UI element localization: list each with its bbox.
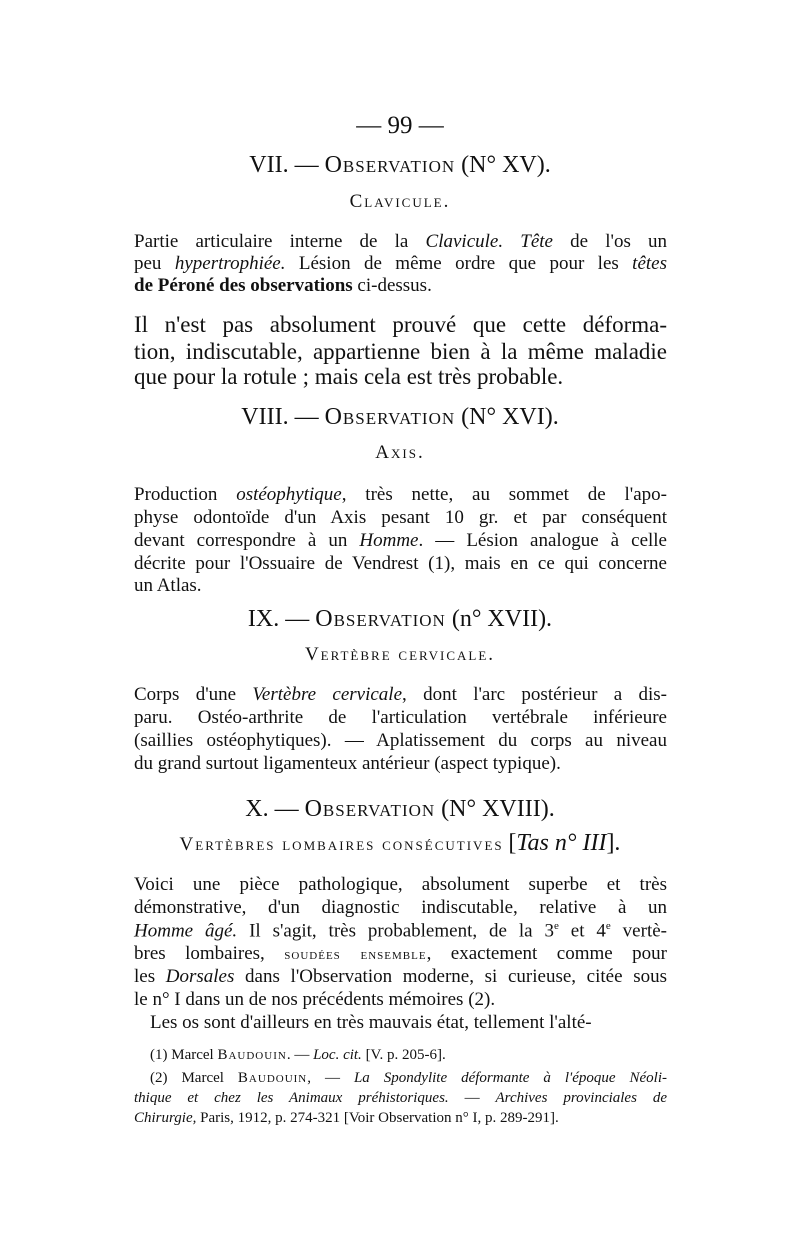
subheading-vertebres-lombaires: Vertèbres lombaires consécutives [Tas n° III]. bbox=[179, 830, 621, 856]
subheading-vertebre-cervicale: Vertèbre cervicale. bbox=[304, 644, 496, 665]
document-page: — 99 — VII. — Observation (N° XV). Clavicule. Partie articulaire interne de la Clavicule. Tête de l'os un peu hypertrophiée. Lésion de même ordre que pour les têtes de Péroné des observations ci-dessus. Il n'est pas absolument prouvé que cette déforma- tion, indiscutable, appartienne bien à la même maladie que pour la rotule ; mais cela est très probable. VIII. — Observation (N° XVI). Axis. Production ostéophytique, très nette, au sommet de l'apo- physe odontoïde d'un Axis pesant 10 gr. et par conséquent devant correspondre à un Homme. — Lésion analogue à celle décrite pour l'Ossuaire de Vendrest (1), mais en ce qui concerne un Atlas. IX. — Observation (n° XVII). Vertèbre cervicale. Corps d'une Vertèbre cervicale, dont l'arc postérieur a dis- paru. Ostéo-arthrite de l'articulation vertébrale inférieure (saillies ostéophytiques). — Aplatissement du corps au niveau du grand surtout ligamenteux antérieur (aspect typique). X. — Observation (N° XVIII). Vertèbres lombaires consécutives [Tas n° III]. Voici une pièce pathologique, absolument superbe et très démonstrative, d'un diagnostic indiscutable, relative à un Homme âgé. Il s'agit, très probablement, de la 3e et 4e vertè- bres lombaires, soudées ensemble, exactement comme pour les Dorsales dans l'Observation moderne, si curieuse, citée sous le n° I dans un de nos précédents mémoires (2). Les os sont d'ailleurs en très mauvais état, tellement l'alté- (1) Marcel Baudouin. — Loc. cit. [V. p. 205-6]. (2) Marcel Baudouin, — La Spondylite déformante à l'époque Néoli- thique et chez les Animaux préhistoriques. — Archives provinciales de Chirurgie, Paris, 1912, p. 274-321 [Voir Observation n° I, p. 289-291]. bbox=[0, 0, 800, 1257]
subheading-clavicule: Clavicule. bbox=[349, 191, 451, 212]
page-number: — 99 — bbox=[356, 112, 444, 139]
observation-heading-ix: IX. — Observation (n° XVII). bbox=[247, 606, 553, 632]
observation-heading-vii: VII. — Observation (N° XV). bbox=[249, 152, 551, 178]
subheading-axis: Axis. bbox=[375, 442, 425, 463]
observation-heading-x: X. — Observation (N° XVIII). bbox=[245, 796, 555, 822]
observation-heading-viii: VIII. — Observation (N° XVI). bbox=[241, 404, 559, 430]
